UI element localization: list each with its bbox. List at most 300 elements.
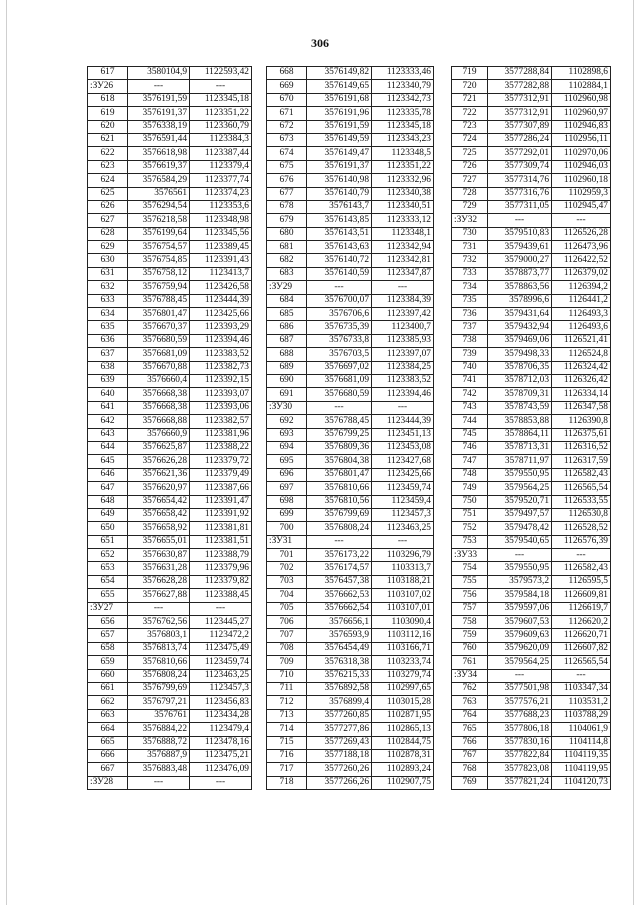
table-row: [267, 374, 434, 387]
table-row: [452, 468, 611, 481]
x-coordinate-cell: 3576658,92: [128, 522, 190, 535]
table-row: [452, 763, 611, 776]
y-coordinate-cell: 1103531,2: [552, 696, 611, 709]
point-number-cell: 641: [88, 401, 128, 414]
y-coordinate-cell: 1123392,15: [190, 374, 252, 387]
x-coordinate-cell: 3577311,05: [488, 200, 552, 213]
page-number: 306: [311, 36, 329, 50]
point-number-cell: 674: [267, 147, 307, 160]
y-coordinate-cell: 1102865,13: [372, 723, 434, 736]
x-coordinate-cell: 3579550,95: [488, 468, 552, 481]
y-coordinate-cell: 1126324,42: [552, 361, 611, 374]
table-row: [88, 482, 252, 495]
point-number-cell: 750: [452, 495, 488, 508]
x-coordinate-cell: 3576801,47: [128, 308, 190, 321]
point-number-cell: 719: [452, 67, 488, 80]
x-coordinate-cell: 3576754,85: [128, 254, 190, 267]
table-row: [452, 401, 611, 414]
x-coordinate-cell: 3579564,25: [488, 656, 552, 669]
y-coordinate-cell: 1123476,09: [190, 763, 252, 776]
point-number-cell: 683: [267, 267, 307, 280]
table-row: [88, 575, 252, 588]
point-number-cell: 700: [267, 522, 307, 535]
point-number-cell: 679: [267, 214, 307, 227]
table-row: [452, 682, 611, 695]
y-coordinate-cell: 1126565,54: [552, 482, 611, 495]
y-coordinate-cell: 1126390,8: [552, 415, 611, 428]
y-coordinate-cell: 1126334,14: [552, 388, 611, 401]
x-coordinate-cell: ---: [488, 214, 552, 227]
x-coordinate-cell: 3576620,97: [128, 482, 190, 495]
point-number-cell: 651: [88, 535, 128, 548]
table-row: [267, 388, 434, 401]
table-row: [267, 682, 434, 695]
x-coordinate-cell: 3576762,56: [128, 616, 190, 629]
point-number-cell: 687: [267, 334, 307, 347]
point-number-cell: 676: [267, 174, 307, 187]
table-row: [88, 656, 252, 669]
x-coordinate-cell: 3576670,88: [128, 361, 190, 374]
y-coordinate-cell: 1123397,42: [372, 308, 434, 321]
x-coordinate-cell: 3576884,22: [128, 723, 190, 736]
point-number-cell: 729: [452, 200, 488, 213]
x-coordinate-cell: 3576631,28: [128, 562, 190, 575]
y-coordinate-cell: 1123393,29: [190, 321, 252, 334]
y-coordinate-cell: 1123342,94: [372, 241, 434, 254]
y-coordinate-cell: ---: [190, 80, 252, 93]
table-row: [88, 682, 252, 695]
y-coordinate-cell: 1123353,6: [190, 200, 252, 213]
table-row: [88, 441, 252, 454]
table-row: [88, 334, 252, 347]
y-coordinate-cell: 1102878,31: [372, 749, 434, 762]
point-number-cell: 625: [88, 187, 128, 200]
x-coordinate-cell: 3578712,03: [488, 374, 552, 387]
y-coordinate-cell: 1123351,22: [190, 107, 252, 120]
x-coordinate-cell: 3576191,37: [307, 160, 372, 173]
y-coordinate-cell: 1123479,4: [190, 723, 252, 736]
table-row: [88, 468, 252, 481]
table-row: [452, 254, 611, 267]
y-coordinate-cell: 1126607,82: [552, 642, 611, 655]
point-number-cell: 768: [452, 763, 488, 776]
point-number-cell: 670: [267, 93, 307, 106]
y-coordinate-cell: 1102907,75: [372, 776, 434, 789]
y-coordinate-cell: 1104114,8: [552, 736, 611, 749]
y-coordinate-cell: 1123351,22: [372, 160, 434, 173]
x-coordinate-cell: 3576668,38: [128, 401, 190, 414]
y-coordinate-cell: 1126595,5: [552, 575, 611, 588]
table-row: [452, 428, 611, 441]
y-coordinate-cell: 1126326,42: [552, 374, 611, 387]
x-coordinate-cell: 3576809,36: [307, 441, 372, 454]
table-row: [88, 508, 252, 521]
point-number-cell: 688: [267, 348, 307, 361]
x-coordinate-cell: 3579573,2: [488, 575, 552, 588]
y-coordinate-cell: 1126619,7: [552, 602, 611, 615]
point-number-cell: 635: [88, 321, 128, 334]
table-row: [452, 656, 611, 669]
y-coordinate-cell: 1123391,43: [190, 254, 252, 267]
table-row: [267, 629, 434, 642]
table-row: [88, 455, 252, 468]
y-coordinate-cell: 1123385,93: [372, 334, 434, 347]
table-row: [452, 267, 611, 280]
x-coordinate-cell: 3576788,45: [128, 294, 190, 307]
y-coordinate-cell: 1123379,96: [190, 562, 252, 575]
point-number-cell: 697: [267, 482, 307, 495]
x-coordinate-cell: 3576338,19: [128, 120, 190, 133]
x-coordinate-cell: 3576191,59: [128, 93, 190, 106]
point-number-cell: 730: [452, 227, 488, 240]
y-coordinate-cell: 1102946,03: [552, 160, 611, 173]
y-coordinate-cell: 1123413,7: [190, 267, 252, 280]
table-row: [452, 120, 611, 133]
table-row: [88, 281, 252, 294]
section-header-row: [267, 535, 434, 548]
x-coordinate-cell: 3577269,43: [307, 736, 372, 749]
x-coordinate-cell: 3576808,24: [128, 669, 190, 682]
x-coordinate-cell: 3578863,56: [488, 281, 552, 294]
x-coordinate-cell: 3577260,26: [307, 763, 372, 776]
y-coordinate-cell: 1126609,81: [552, 589, 611, 602]
x-coordinate-cell: 3576754,57: [128, 241, 190, 254]
x-coordinate-cell: 3576149,82: [307, 67, 372, 80]
point-number-cell: 718: [267, 776, 307, 789]
coordinates-table-1: [87, 66, 252, 790]
y-coordinate-cell: 1123459,4: [372, 495, 434, 508]
section-header-row: [88, 776, 252, 789]
table-row: [452, 200, 611, 213]
table-row: [267, 321, 434, 334]
point-number-cell: 710: [267, 669, 307, 682]
x-coordinate-cell: 3576883,48: [128, 763, 190, 776]
x-coordinate-cell: 3577688,23: [488, 709, 552, 722]
table-row: [88, 267, 252, 280]
x-coordinate-cell: 3576758,12: [128, 267, 190, 280]
table-row: [267, 361, 434, 374]
point-number-cell: 638: [88, 361, 128, 374]
point-number-cell: 642: [88, 415, 128, 428]
x-coordinate-cell: 3576628,28: [128, 575, 190, 588]
point-number-cell: 745: [452, 428, 488, 441]
x-coordinate-cell: ---: [488, 669, 552, 682]
table-row: [88, 93, 252, 106]
y-coordinate-cell: 1122593,42: [190, 67, 252, 80]
table-row: [88, 415, 252, 428]
table-row: [88, 348, 252, 361]
x-coordinate-cell: ---: [128, 80, 190, 93]
table-row: [452, 415, 611, 428]
y-coordinate-cell: 1126347,58: [552, 401, 611, 414]
point-number-cell: 629: [88, 241, 128, 254]
x-coordinate-cell: 3576706,6: [307, 308, 372, 321]
point-number-cell: 643: [88, 428, 128, 441]
y-coordinate-cell: 1103166,71: [372, 642, 434, 655]
table-row: [452, 374, 611, 387]
table-row: [452, 495, 611, 508]
y-coordinate-cell: 1126375,61: [552, 428, 611, 441]
table-row: [267, 241, 434, 254]
y-coordinate-cell: 1123397,07: [372, 348, 434, 361]
x-coordinate-cell: 3577821,24: [488, 776, 552, 789]
table-row: [452, 160, 611, 173]
x-coordinate-cell: 3576899,4: [307, 696, 372, 709]
y-coordinate-cell: ---: [552, 669, 611, 682]
point-number-cell: 742: [452, 388, 488, 401]
y-coordinate-cell: 1123475,49: [190, 642, 252, 655]
x-coordinate-cell: 3576143,63: [307, 241, 372, 254]
section-header-row: [452, 214, 611, 227]
table-row: [452, 133, 611, 146]
y-coordinate-cell: 1123360,79: [190, 120, 252, 133]
table-row: [88, 160, 252, 173]
point-number-cell: 620: [88, 120, 128, 133]
point-number-cell: 747: [452, 455, 488, 468]
point-number-cell: 650: [88, 522, 128, 535]
table-row: [88, 147, 252, 160]
x-coordinate-cell: 3576670,37: [128, 321, 190, 334]
table-row: [267, 468, 434, 481]
point-number-cell: 731: [452, 241, 488, 254]
x-coordinate-cell: 3576149,59: [307, 133, 372, 146]
point-number-cell: 766: [452, 736, 488, 749]
y-coordinate-cell: 1123342,81: [372, 254, 434, 267]
table-row: [88, 120, 252, 133]
y-coordinate-cell: 1123348,5: [372, 147, 434, 160]
point-number-cell: 693: [267, 428, 307, 441]
table-row: [267, 776, 434, 789]
y-coordinate-cell: 1126526,28: [552, 227, 611, 240]
table-row: [88, 495, 252, 508]
table-row: [267, 656, 434, 669]
point-number-cell: 695: [267, 455, 307, 468]
x-coordinate-cell: ---: [307, 281, 372, 294]
table-row: [267, 736, 434, 749]
table-row: [88, 562, 252, 575]
y-coordinate-cell: 1102960,97: [552, 107, 611, 120]
point-number-cell: 631: [88, 267, 128, 280]
y-coordinate-cell: 1123453,08: [372, 441, 434, 454]
y-coordinate-cell: 1103279,74: [372, 669, 434, 682]
point-number-cell: 706: [267, 616, 307, 629]
x-coordinate-cell: 3577312,91: [488, 93, 552, 106]
y-coordinate-cell: 1123463,25: [372, 522, 434, 535]
table-row: [88, 736, 252, 749]
point-number-cell: 734: [452, 281, 488, 294]
point-number-cell: 617: [88, 67, 128, 80]
y-coordinate-cell: 1123343,23: [372, 133, 434, 146]
point-number-cell: 725: [452, 147, 488, 160]
coordinates-table-2: [266, 66, 434, 790]
point-number-cell: 714: [267, 723, 307, 736]
x-coordinate-cell: 3579439,61: [488, 241, 552, 254]
table-row: [452, 482, 611, 495]
y-coordinate-cell: 1123387,66: [190, 482, 252, 495]
x-coordinate-cell: 3577576,21: [488, 696, 552, 709]
point-number-cell: 743: [452, 401, 488, 414]
point-number-cell: 680: [267, 227, 307, 240]
x-coordinate-cell: 3576680,59: [307, 388, 372, 401]
x-coordinate-cell: ---: [307, 535, 372, 548]
table-row: [267, 696, 434, 709]
y-coordinate-cell: 1126521,41: [552, 334, 611, 347]
section-header-row: [267, 281, 434, 294]
point-number-cell: 686: [267, 321, 307, 334]
table-row: [88, 187, 252, 200]
y-coordinate-cell: 1123383,52: [190, 348, 252, 361]
point-number-cell: 752: [452, 522, 488, 535]
x-coordinate-cell: 3576294,54: [128, 200, 190, 213]
y-coordinate-cell: 1103107,01: [372, 602, 434, 615]
table-row: [88, 696, 252, 709]
point-number-cell: 748: [452, 468, 488, 481]
coordinates-table-3: [451, 66, 611, 790]
table-row: [452, 616, 611, 629]
point-number-cell: 653: [88, 562, 128, 575]
y-coordinate-cell: 1123451,13: [372, 428, 434, 441]
x-coordinate-cell: 3578713,31: [488, 441, 552, 454]
point-number-cell: 733: [452, 267, 488, 280]
point-number-cell: 708: [267, 642, 307, 655]
y-coordinate-cell: 1123445,27: [190, 616, 252, 629]
point-number-cell: 626: [88, 200, 128, 213]
table-row: [267, 508, 434, 521]
point-number-cell: 685: [267, 308, 307, 321]
table-row: [267, 669, 434, 682]
point-number-cell: 661: [88, 682, 128, 695]
table-row: [452, 562, 611, 575]
y-coordinate-cell: 1123389,45: [190, 241, 252, 254]
y-coordinate-cell: 1123381,51: [190, 535, 252, 548]
point-number-cell: 677: [267, 187, 307, 200]
y-coordinate-cell: 1123340,79: [372, 80, 434, 93]
y-coordinate-cell: 1126317,59: [552, 455, 611, 468]
y-coordinate-cell: 1104061,9: [552, 723, 611, 736]
y-coordinate-cell: 1103347,34: [552, 682, 611, 695]
table-row: [267, 334, 434, 347]
y-coordinate-cell: 1103112,16: [372, 629, 434, 642]
x-coordinate-cell: 3576630,87: [128, 549, 190, 562]
y-coordinate-cell: 1123383,52: [372, 374, 434, 387]
x-coordinate-cell: 3579497,57: [488, 508, 552, 521]
point-number-cell: 667: [88, 763, 128, 776]
point-number-cell: 709: [267, 656, 307, 669]
section-header-row: [452, 549, 611, 562]
x-coordinate-cell: 3579584,18: [488, 589, 552, 602]
point-number-cell: 662: [88, 696, 128, 709]
table-row: [267, 522, 434, 535]
y-coordinate-cell: 1123382,57: [190, 415, 252, 428]
point-number-cell: 632: [88, 281, 128, 294]
point-number-cell: 769: [452, 776, 488, 789]
point-number-cell: 764: [452, 709, 488, 722]
x-coordinate-cell: 3578853,88: [488, 415, 552, 428]
y-coordinate-cell: 1123379,72: [190, 455, 252, 468]
point-number-cell: 618: [88, 93, 128, 106]
point-number-cell: 659: [88, 656, 128, 669]
y-coordinate-cell: 1104119,95: [552, 763, 611, 776]
x-coordinate-cell: ---: [307, 401, 372, 414]
y-coordinate-cell: 1123400,7: [372, 321, 434, 334]
y-coordinate-cell: 1123384,25: [372, 361, 434, 374]
point-number-cell: 727: [452, 174, 488, 187]
table-row: [267, 254, 434, 267]
y-coordinate-cell: ---: [552, 214, 611, 227]
point-number-cell: 759: [452, 629, 488, 642]
x-coordinate-cell: 3576799,69: [307, 508, 372, 521]
table-row: [452, 455, 611, 468]
y-coordinate-cell: 1103788,29: [552, 709, 611, 722]
y-coordinate-cell: ---: [190, 602, 252, 615]
x-coordinate-cell: 3577822,84: [488, 749, 552, 762]
scan-edge-left: [6, 0, 7, 905]
point-number-cell: 717: [267, 763, 307, 776]
point-number-cell: 624: [88, 174, 128, 187]
point-number-cell: 757: [452, 602, 488, 615]
y-coordinate-cell: 1123381,81: [190, 522, 252, 535]
table-row: [267, 67, 434, 80]
table-row: [452, 696, 611, 709]
x-coordinate-cell: 3576143,7: [307, 200, 372, 213]
x-coordinate-cell: 3577316,76: [488, 187, 552, 200]
x-coordinate-cell: 3576761: [128, 709, 190, 722]
y-coordinate-cell: 1123472,2: [190, 629, 252, 642]
y-coordinate-cell: 1126620,2: [552, 616, 611, 629]
point-number-cell: 690: [267, 374, 307, 387]
table-row: [88, 522, 252, 535]
x-coordinate-cell: 3576799,69: [128, 682, 190, 695]
y-coordinate-cell: 1123391,92: [190, 508, 252, 521]
y-coordinate-cell: 1126582,43: [552, 468, 611, 481]
table-row: [267, 200, 434, 213]
x-coordinate-cell: 3576660,4: [128, 374, 190, 387]
point-number-cell: 671: [267, 107, 307, 120]
x-coordinate-cell: 3576215,33: [307, 669, 372, 682]
y-coordinate-cell: 1126493,6: [552, 321, 611, 334]
point-number-cell: 636: [88, 334, 128, 347]
table-row: [88, 629, 252, 642]
x-coordinate-cell: 3579607,53: [488, 616, 552, 629]
table-row: [267, 616, 434, 629]
table-row: [88, 723, 252, 736]
x-coordinate-cell: 3578743,59: [488, 401, 552, 414]
table-row: [267, 723, 434, 736]
x-coordinate-cell: 3576140,98: [307, 174, 372, 187]
y-coordinate-cell: 1123394,46: [372, 388, 434, 401]
point-number-cell: 701: [267, 549, 307, 562]
y-coordinate-cell: 1123456,83: [190, 696, 252, 709]
x-coordinate-cell: 3576668,88: [128, 415, 190, 428]
x-coordinate-cell: 3576140,59: [307, 267, 372, 280]
x-coordinate-cell: 3576700,07: [307, 294, 372, 307]
table-row: [452, 241, 611, 254]
point-number-cell: 760: [452, 642, 488, 655]
section-header-row: [267, 401, 434, 414]
y-coordinate-cell: 1123475,21: [190, 749, 252, 762]
y-coordinate-cell: 1102893,24: [372, 763, 434, 776]
x-coordinate-cell: 3576591,44: [128, 133, 190, 146]
scan-edge-right: [633, 0, 634, 905]
point-number-cell: 699: [267, 508, 307, 521]
y-coordinate-cell: ---: [372, 281, 434, 294]
point-number-cell: 735: [452, 294, 488, 307]
y-coordinate-cell: 1123457,3: [190, 682, 252, 695]
y-coordinate-cell: 1102956,11: [552, 133, 611, 146]
x-coordinate-cell: 3576199,64: [128, 227, 190, 240]
x-coordinate-cell: 3579478,42: [488, 522, 552, 535]
table-row: [88, 749, 252, 762]
